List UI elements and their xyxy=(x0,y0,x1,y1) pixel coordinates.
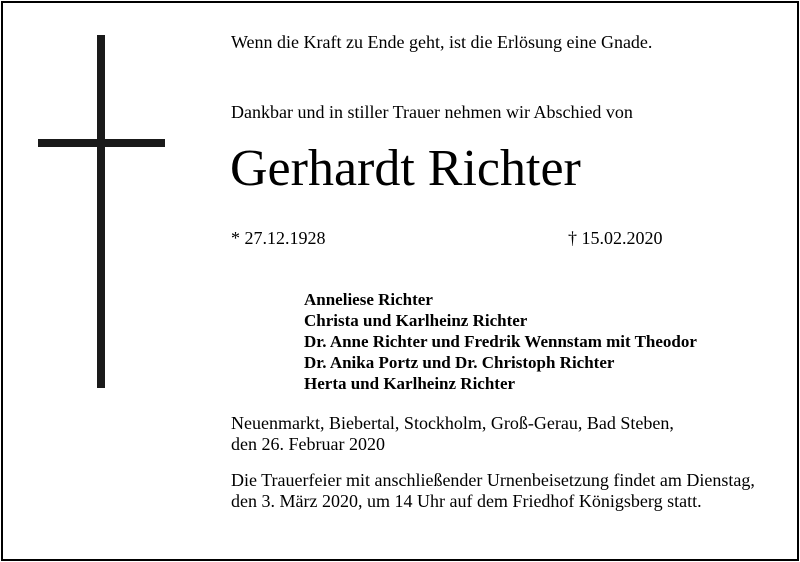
places-and-date xyxy=(231,413,674,455)
mourner-line: Christa und Karlheinz Richter xyxy=(304,311,528,330)
mourners-list xyxy=(304,289,697,394)
cross-vertical-beam xyxy=(97,35,105,388)
death-date: † 15.02.2020 xyxy=(568,228,663,248)
intro-text: Dankbar und in stiller Trauer nehmen wir Abschied von xyxy=(231,102,633,122)
service-line: Die Trauerfeier mit anschließender Urnenbeisetzung findet am Dienstag, xyxy=(231,470,755,490)
mourner-line: Dr. Anne Richter und Fredrik Wennstam mit Theodor xyxy=(304,332,697,351)
mourner-line: Herta und Karlheinz Richter xyxy=(304,374,516,393)
birth-date: * 27.12.1928 xyxy=(231,228,326,248)
places-line: Neuenmarkt, Biebertal, Stockholm, Groß-Gerau, Bad Steben, xyxy=(231,413,674,433)
motto-text: Wenn die Kraft zu Ende geht, ist die Erlösung eine Gnade. xyxy=(231,32,653,52)
mourner-line: Anneliese Richter xyxy=(304,290,433,309)
mourner-line: Dr. Anika Portz und Dr. Christoph Richter xyxy=(304,353,615,372)
service-line: den 3. März 2020, um 14 Uhr auf dem Friedhof Königsberg statt. xyxy=(231,491,702,511)
deceased-name: Gerhardt Richter xyxy=(230,140,581,197)
cross-horizontal-beam xyxy=(38,139,165,147)
funeral-service-info xyxy=(231,470,755,512)
date-line: den 26. Februar 2020 xyxy=(231,434,385,454)
